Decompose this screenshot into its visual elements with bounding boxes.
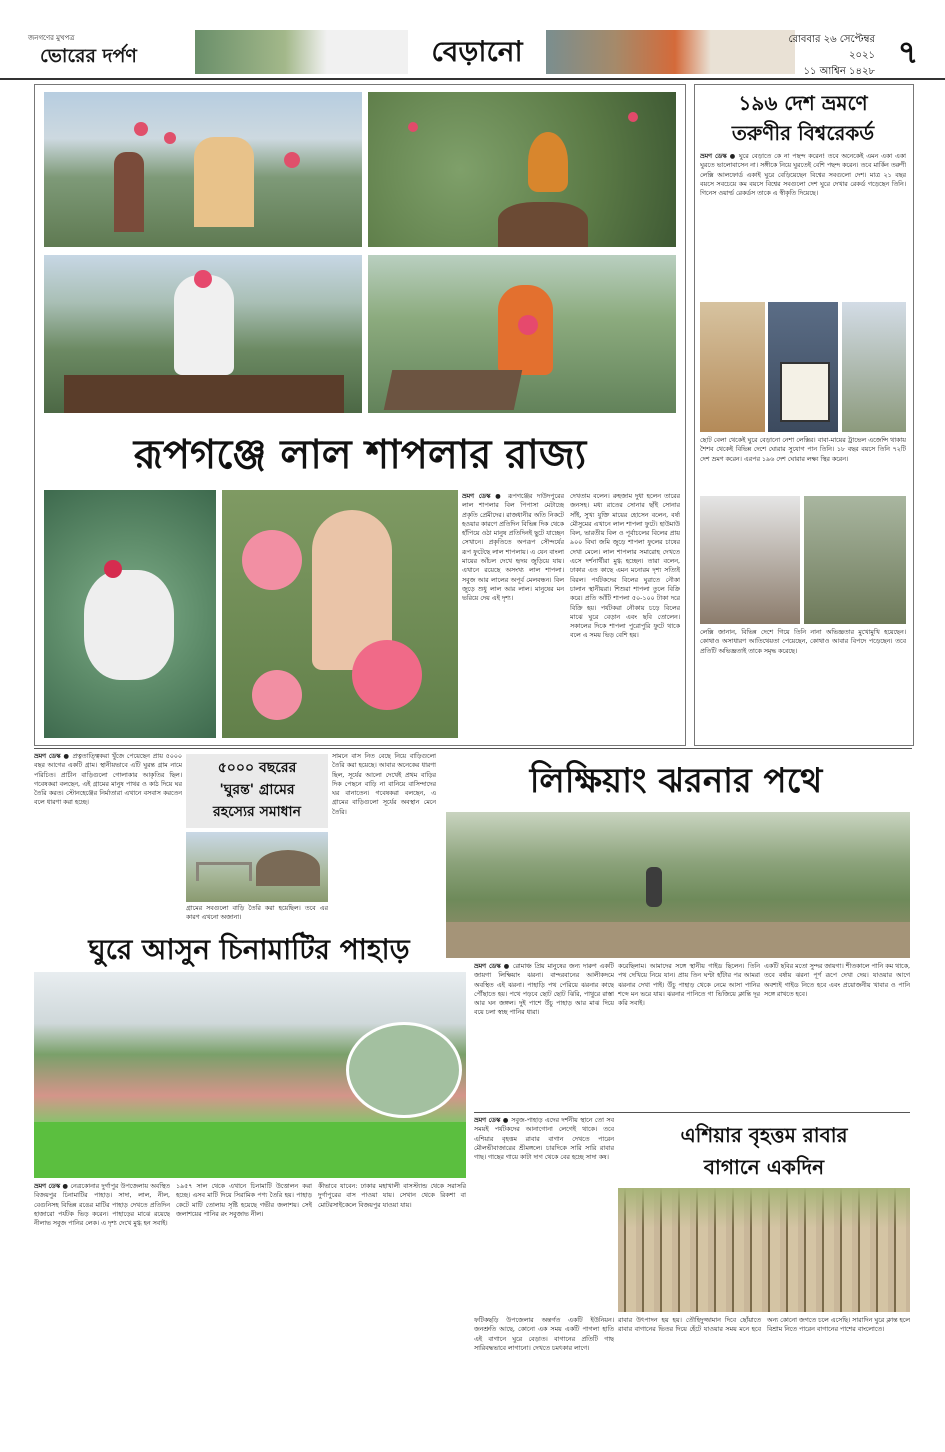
story6-headline-line1: এশিয়ার বৃহত্তম রাবার <box>680 1123 848 1147</box>
newspaper-logo[interactable]: ভোরের দর্পণ <box>40 45 137 67</box>
photo-waterfall-trail <box>446 812 910 958</box>
story3-col2 <box>332 752 436 924</box>
story4-byline: ভ্রমণ ডেস্ক ● <box>474 963 511 970</box>
story3-caption-text: গ্রামের সবগুলো বাড়ি তৈরি করা হয়েছিল। তবে এর কারণ এখনো অজানা। <box>186 905 328 922</box>
page-number: ৭ <box>897 33 919 71</box>
divider <box>34 748 912 749</box>
story5-paragraph: ১৯৫৭ সাল থেকে এখানে চিনামাটি উত্তোলন করা হচ্ছে। এসব মাটি দিয়ে সিরামিক পণ্য তৈরি হয়। পাহাড় কেটে মাটি তোলায় সৃষ্টি হয়েছে গভীর জলাশয়। সেই জলাশয়ের পানির রং সবুজাভ নীল। <box>176 1183 312 1218</box>
story2-paragraph: ঘুরে বেড়াতে কে না পছন্দ করেন! তবে অনেকেই এমন একা একা ঘুরতে ভালোবাসেন না। সঙ্গীকে নিয়ে ঘুরতেই বেশি পছন্দ করেন। তবে মার্কিন তরুণী লেক্সি আলফোর্ড একাই ঘুরে বেড়িয়েছেন বিশ্বের সবগুলো দেশ। মাত্র ২১ বছর বয়সে সবচেয়ে কম বয়সে বিশ্বের সবগুলো দেশ ঘুরে দেখার রেকর্ড গড়েছেন তিনি। গিনেস ওয়ার্ল্ড রেকর্ডস তাকে এ স্বীকৃতি দিয়েছে। <box>700 153 906 198</box>
story3-byline: ভ্রমণ ডেস্ক ● <box>34 753 70 760</box>
story6-paragraph: রাবার উৎপাদন হয় হয়। তৌহিদুজ্জামান দিবে ছোঁয়াতে রাবার বাগানের ভিতর দিয়ে হেঁটে যাওয়ার সময় মনে হবে অন্য কোনো জগতে চলে এসেছি। সারাদিন ঘুরে ক্লান্ত হলে বিশ্রাম নিতে পারেন বাগানের পাশের বাংলোতে। <box>618 1317 910 1334</box>
story2-col-bottom <box>700 628 906 740</box>
story3-col1 <box>34 752 182 920</box>
date-line: রোববার ২৬ সেপ্টেম্বর ২০২১ <box>788 34 875 61</box>
photo-stone-village <box>186 832 328 902</box>
section-title: বেড়ানো <box>408 30 546 74</box>
story3-headline-box <box>186 754 328 828</box>
story2-headline-line1: ১৯৬ দেশ ভ্রমণে <box>738 91 868 115</box>
story2-headline-line2: তরুণীর বিশ্বরেকর্ড <box>731 121 875 145</box>
photo-woman-lying-lilypads <box>44 490 216 738</box>
story2-byline: ভ্রমণ ডেস্ক ● <box>700 153 737 160</box>
story3-caption <box>186 904 328 924</box>
masthead <box>0 0 945 80</box>
story4-col2 <box>618 962 760 1108</box>
story1-headline: রূপগঞ্জে লাল শাপলার রাজ্য <box>133 432 587 478</box>
story4-col3 <box>764 962 910 1108</box>
story1-byline: ভ্রমণ ডেস্ক ● <box>462 493 504 500</box>
story1-paragraph: শিশুরা শাপলা তুলে বিক্রি করে। প্রতি আঁটি শাপলা ৫০-১০০ টাকা দরে বিক্রি হয়। পর্যটকরা নৌকায় চড়ে বিলের মাঝে ঘুরে বেড়ান এবং ছবি তোলেন। সকালের দিকে শাপলা পুরোপুরি ফুটে থাকে বলে এ সময় ভিড় বেশি হয়। <box>570 585 680 640</box>
story4-paragraph: রোমাঞ্চ প্রিয় মানুষের জন্য দারুণ একটি জায়গা লিক্ষিয়াং ঝরনা। বান্দরবানের আলীকদমে অবস্থিত এই ঝরনা। পাহাড়ি পথ পেরিয়ে ঝরনার কাছে পৌঁছাতে হয়। পথে পড়বে ছোট ছোট ঝিরি, পাথুরে রাস্তা আর ঘন জঙ্গল। দুই পাশে উঁচু পাহাড় আর মাঝ দিয়ে বয়ে চলা স্বচ্ছ পানির ধারা। <box>474 963 614 1017</box>
story5-paragraph: কীভাবে যাবেন: ঢাকার মহাখালী বাসস্ট্যান্ড থেকে সরাসরি দুর্গাপুরের বাস পাওয়া যায়। সেখান থেকে রিকশা বা মোটরসাইকেলে বিজয়পুর যাওয়া যায়। <box>318 1183 466 1209</box>
photo-children-lotus <box>44 92 362 247</box>
photo-woman-horse <box>842 302 906 432</box>
story6-paragraph: ফটিকছড়ি উপজেলার অন্তর্গত একটি ইউনিয়ন। জনশ্রুতি আছে, কোনো এক সময় একটি পাগলা হাতি এই বাগানে ঘুরে বেড়াত। বাগানের প্রতিটি গাছ সারিবদ্ধভাবে লাগানো। দেখতে চমৎকার লাগে। <box>474 1317 614 1352</box>
photo-rubber-trees <box>618 1188 910 1312</box>
story3-paragraph: প্রত্নতাত্ত্বিকরা খুঁজে পেয়েছেন প্রায় ৫০০০ বছর আগের একটি গ্রাম। স্থানীয়ভাবে এটি ঘুরন্ত গ্রাম নামে পরিচিত। প্রাচীন বাড়িগুলো গোলাকার আকৃতির ছিল। গবেষকরা বলছেন, এই গ্রামের মানুষ পাথর ও কাঠ দিয়ে ঘর তৈরি করত। স্টোনহেঞ্জের নির্মাতারা এখানে বসবাস করতেন বলে ধারণা করা হচ্ছে। <box>34 753 182 807</box>
photo-boat-girl-lotus <box>368 92 676 247</box>
story1-col2 <box>570 492 680 738</box>
story4-headline: লিক্ষিয়াং ঝরনার পথে <box>529 761 823 801</box>
date-line-bangla: ১১ আশ্বিন ১৪২৮ <box>803 66 875 77</box>
story6-col2 <box>474 1316 614 1446</box>
story1-paragraph: দেখতাম বলেন। রুহজাম দুধা হলেন তারের জনসহ। মধ্য রাতের সোনার ছাঁই সোনার সাঁই, সুখ্য যুক্তি মায়ের হোসেন বলেন, বর্ষা মৌসুমের এখানে লাল শাপলা ফুটে। হাউমাউ বিল, ভারতীয় বিল ও পূর্বাচলের বিলের প্রায় ৯০০ বিঘা জমি জুড়ে শাপলা ফুলের চাষের দেখা মেলে। লাল শাপলার সমারোহ দেখতে এসে দর্শনার্থীরা মুগ্ধ হচ্ছেন। তারা বলেন, ঢাকার এত কাছে এমন মনোরম দৃশ্য সত্যিই বিরল। পর্যটকদের বিলের ঘুরাতে নৌকা চালান স্থানীয়রা। <box>570 493 680 593</box>
story5-headline: ঘুরে আসুন চিনামাটির পাহাড় <box>88 933 410 966</box>
story2-paragraph: ছোট বেলা থেকেই ঘুরে বেড়ানো নেশা লেক্সির। বাবা-মায়ের ট্রাভেল এজেন্সি থাকায় শৈশব থেকেই বিভিন্ন দেশে ঘোরার সুযোগ পান তিনি। ১৮ বছর বয়সে তিনি ৭২টি দেশ ভ্রমণ করেন। এরপর ১৯৬ দেশ ঘোরার লক্ষ্য স্থির করেন। <box>700 437 906 463</box>
photo-guinness-certificate <box>768 302 838 432</box>
story4-paragraph: করেছিলাম। আমাদের সঙ্গে স্থানীয় গাইড ছিলেন। তিনি পথ দেখিয়ে নিয়ে যান। প্রায় তিন ঘণ্টা হাঁটার পর আমরা ঝরনার দেখা পাই। উঁচু পাহাড় থেকে নেমে আসা পানির শব্দে মন ভরে যায়। ঝরনার পানিতে গা ভিজিয়ে ক্লান্তি দূর করি সবাই। <box>618 963 760 1008</box>
logo-tagline: জনগণের মুখপত্র <box>28 34 75 42</box>
photo-girl-pink-lotus <box>222 490 458 738</box>
photo-woman-desert <box>700 302 765 432</box>
story1-paragraph: রূপগঞ্জের দাউদপুরের লাল শাপলার বিল পিপাসা মেটাচ্ছে প্রকৃতি প্রেমীদের। রাজধানীর অতি নিকটে হওয়ার কারণে প্রতিদিন বিভিন্ন দিক থেকে হাঁপিয়ে ওঠা মানুষ প্রতিদিনই ছুটে যাচ্ছেন সেখানে। প্রকৃতিতে অপরূপ সৌন্দর্যের রূপ ফুটেছে লাল শাপলায়। এ যেন বাংলা মায়ের আঁচল দেখে হৃদয় জুড়িয়ে যায়। এখানে রয়েছে অসংখ্য লাল শাপলা। সবুজ আর লালের অপূর্ব মেলবন্ধন। বিল জুড়ে শুধু লাল আর লাল। মানুষের মন ভরিয়ে দেয় এই দৃশ্য। <box>462 493 564 603</box>
story6-col1 <box>474 1116 614 1312</box>
story6-paragraph: সবুজ-পাহাড় এদের দর্শনীয় স্থানে তো সব সময়ই পর্যটকদের আনাগোনা লেগেই থাকে। তবে এশিয়ার বৃহত্তম রাবার বাগান দেখতে পারেন মৌলভীবাজারের শ্রীমঙ্গলে। চারদিকে সারি সারি রাবার গাছ। গাছের গায়ে কাটা দাগ থেকে বের হচ্ছে সাদা কষ। <box>474 1117 614 1162</box>
divider <box>474 1112 910 1113</box>
story2-paragraph: লেক্সি জানান, বিভিন্ন দেশে গিয়ে তিনি নানা অভিজ্ঞতার মুখোমুখি হয়েছেন। কোথাও অসাধারণ আতিথেয়তা পেয়েছেন, কোথাও আবার বিপদে পড়েছেন। তবে প্রতিটি অভিজ্ঞতাই তাকে সমৃদ্ধ করেছে। <box>700 629 906 655</box>
photo-woman-snake <box>804 496 906 624</box>
story5-col3 <box>318 1182 466 1446</box>
date-box <box>760 32 875 77</box>
story3-headline-line3: রহস্যের সমাধান <box>213 804 301 820</box>
story5-byline: ভ্রমণ ডেস্ক ● <box>34 1183 69 1190</box>
story6-headline-line2: বাগানে একদিন <box>703 1155 825 1179</box>
photo-woman-portrait <box>700 496 800 624</box>
story6-headline-box <box>618 1116 910 1186</box>
story4-col1 <box>474 962 614 1108</box>
story5-col2 <box>176 1182 312 1446</box>
story5-paragraph: নেত্রকোনার দুর্গাপুর উপজেলায় অবস্থিত বিজয়পুর চিনামাটির পাহাড়। সাদা, লাল, নীল, বেগুনিসহ বিভিন্ন রঙের মাটির পাহাড় দেখতে প্রতিদিন হাজারো পর্যটক ভিড় করেন। পাহাড়ের মাঝে রয়েছে নীলাভ সবুজ পানির লেক। এ দৃশ্য দেখে মুগ্ধ হন সবাই। <box>34 1183 170 1228</box>
photo-china-clay-lake <box>34 972 466 1178</box>
story3-headline-line1: ৫০০০ বছরের <box>217 760 297 776</box>
photo-woman-lotus-left <box>44 255 362 413</box>
story5-col1 <box>34 1182 170 1446</box>
story3-headline-line2: 'ঘুরন্ত' গ্রামের <box>219 782 295 798</box>
story2-col-mid <box>700 436 906 492</box>
story6-col3 <box>618 1316 910 1446</box>
story2-col-top <box>700 152 906 297</box>
story4-paragraph: একটি ছবির মতো সুন্দর জায়গা। শীতকালে পানি কম থাকে, তবে বর্ষায় ঝরনা পূর্ণ রূপে দেখা দেয়। যাওয়ার আগে অবশ্যই গাইড নিতে হবে এবং প্রয়োজনীয় খাবার ও পানি সঙ্গে রাখতে হবে। <box>764 963 910 998</box>
story1-col1 <box>462 492 564 738</box>
photo-girl-boat-lotus <box>368 255 676 413</box>
story3-paragraph: সামনে বাস নিত বেছে নিয়ে বাড়িগুলো তৈরি করা হয়েছে। আবার অনেকের ধারণা ছিল, সূর্যের আলো দেখেই প্রথম বাড়ির দিক পেছনে বাড়ি না বানিয়ে বাসিন্দাদের ঘর বানাতেন। গবেষকরা বলছেন, এ গ্রামের বাড়িগুলো সূর্যের অবস্থান মেনে তৈরি। <box>332 753 436 816</box>
story6-byline: ভ্রমণ ডেস্ক ● <box>474 1117 509 1124</box>
